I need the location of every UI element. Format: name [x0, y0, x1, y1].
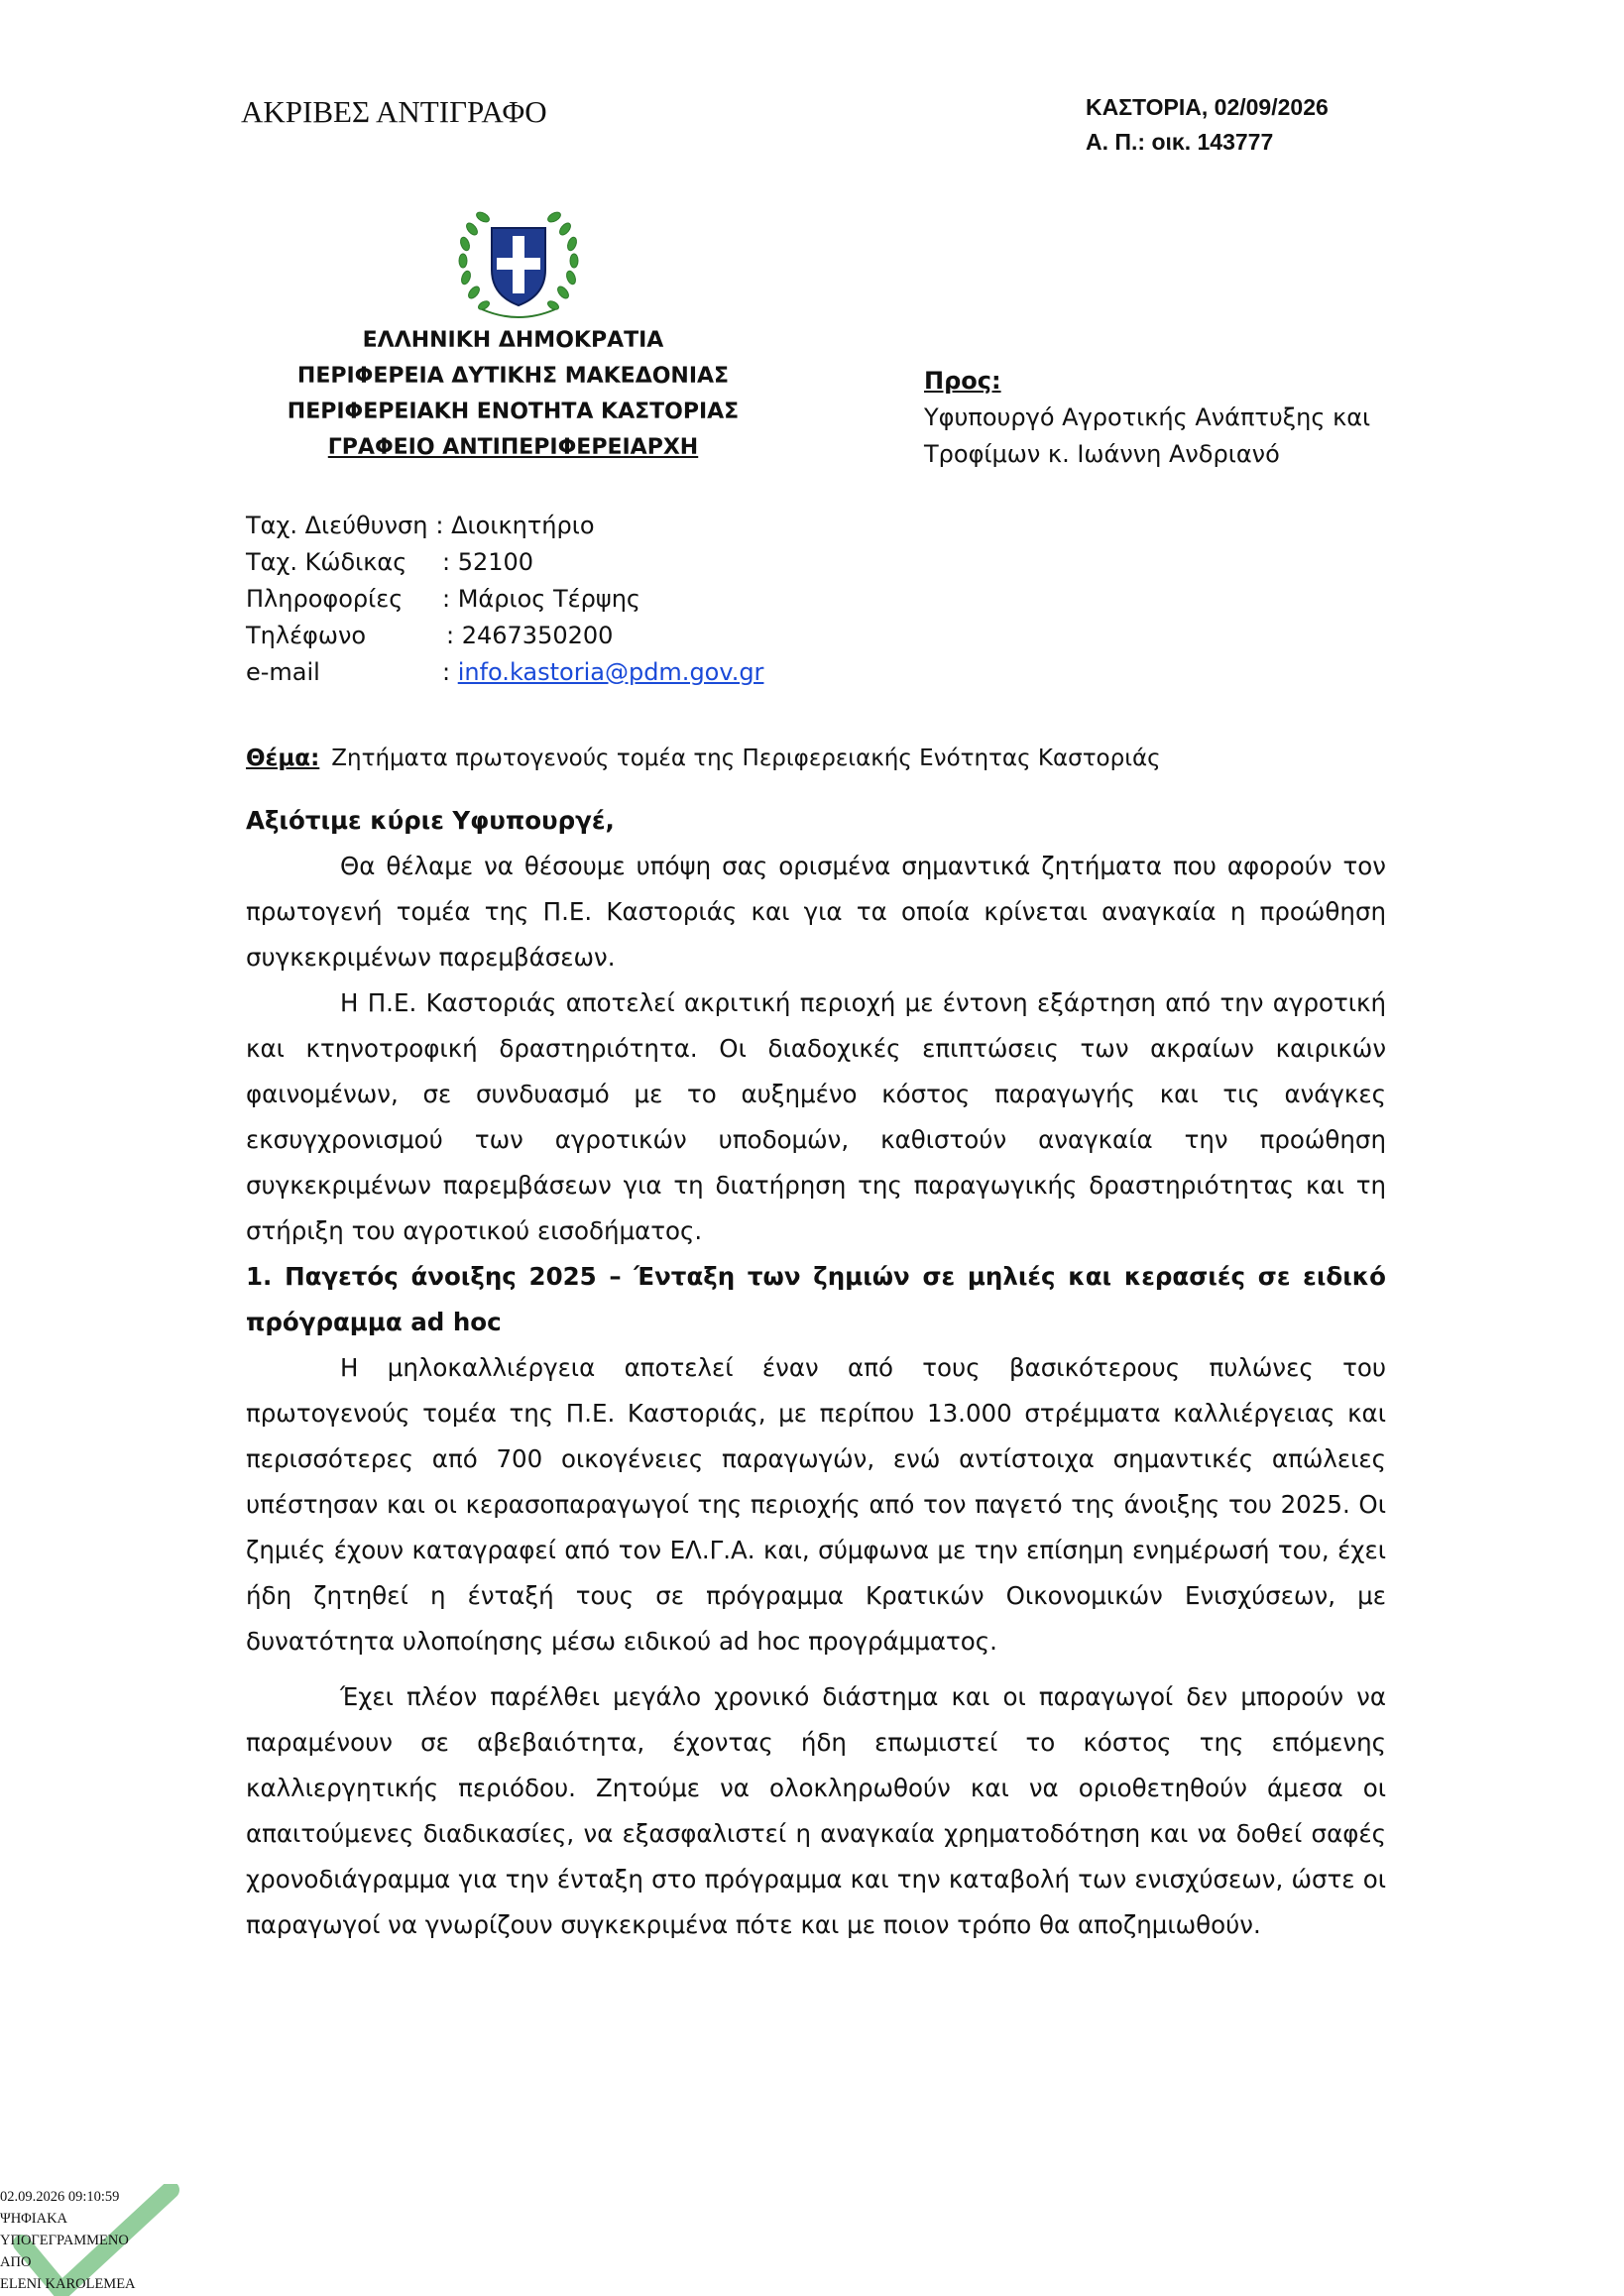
greek-emblem-icon [444, 198, 593, 327]
contact-address-label: Ταχ. Διεύθυνση [246, 512, 428, 539]
contact-email-label: e-mail [246, 658, 320, 686]
recipient-line-1: Υφυπουργό Αγροτικής Ανάπτυξης και [924, 403, 1371, 431]
recipient-label: Προς: [924, 367, 1001, 395]
subject-line [246, 746, 1161, 771]
location-date: ΚΑΣΤΟΡΙΑ, 02/09/2026 [1086, 94, 1329, 120]
signature-line-1: ΨΗΦΙΑΚΑ [0, 2211, 68, 2227]
issuing-authority [268, 323, 758, 466]
contact-phone-label: Τηλέφωνο [246, 622, 367, 649]
recipient-block [924, 363, 1420, 473]
contact-email-sep: : [442, 658, 458, 686]
contact-postal-value: : 52100 [442, 548, 534, 576]
contact-email-link[interactable]: info.kastoria@pdm.gov.gr [457, 658, 764, 686]
signature-text [0, 2186, 136, 2295]
signature-signer: ELENI KAROLEMEA [0, 2276, 136, 2292]
contact-info-value: : Μάριος Τέρψης [442, 585, 640, 613]
contact-phone-value: : 2467350200 [446, 622, 614, 649]
contact-phone [246, 618, 763, 654]
paragraph-4: Έχει πλέον παρέλθει μεγάλο χρονικό διάστημα και οι παραγωγοί δεν μπορούν να παραμένουν σε αβεβαιότητα, έχοντας ήδη επωμιστεί το κόστος της επόμενης καλλιεργητικής περιόδου. Ζητούμε να ολοκληρωθούν και να οριοθετηθούν άμεσα οι απαιτούμενες διαδικασίες, να εξασφαλιστεί η αναγκαία χρηματοδότηση και να δοθεί σαφές χρονοδιάγραμμα για την ένταξη στο πρόγραμμα και την καταβολή των ενισχύσεων, ώστε οι παραγωγοί να γνωρίζουν συγκεκριμένα πότε και με ποιον τρόπο θα αποζημιωθούν. [246, 1682, 1386, 1939]
recipient-line-2: Τροφίμων κ. Ιωάννη Ανδριανό [924, 440, 1280, 468]
authority-regional-unit: ΠΕΡΙΦΕΡΕΙΑΚΗ ΕΝΟΤΗΤΑ ΚΑΣΤΟΡΙΑΣ [287, 400, 740, 424]
letter-body [246, 798, 1386, 1948]
authority-region: ΠΕΡΙΦΕΡΕΙΑ ΔΥΤΙΚΗΣ ΜΑΚΕΔΟΝΙΑΣ [296, 364, 730, 389]
contact-address [246, 508, 763, 544]
authority-state: ΕΛΛΗΝΙΚΗ ΔΗΜΟΚΡΑΤΙΑ [362, 328, 664, 353]
subject-text: Ζητήματα πρωτογενούς τομέα της Περιφερειακής Ενότητας Καστοριάς [331, 746, 1161, 771]
section-1-title: 1. Παγετός άνοιξης 2025 – Ένταξη των ζημιών σε μηλιές και κερασιές σε ειδικό πρόγραμμα ad hoc [246, 1262, 1386, 1336]
contact-info [246, 508, 763, 691]
greeting: Αξιότιμε κύριε Υφυπουργέ, [246, 806, 615, 835]
contact-info-label: Πληροφορίες [246, 585, 404, 613]
contact-postal-label: Ταχ. Κώδικας [246, 548, 407, 576]
authority-office: ΓΡΑΦΕΙΟ ΑΝΤΙΠΕΡΙΦΕΡΕΙΑΡΧΗ [327, 435, 699, 460]
contact-email [246, 654, 763, 691]
contact-address-value: : Διοικητήριο [435, 512, 595, 539]
signature-line-3: ΑΠΟ [0, 2254, 32, 2270]
subject-label: Θέμα: [246, 746, 320, 771]
contact-info-person [246, 581, 763, 618]
paragraph-3: Η μηλοκαλλιέργεια αποτελεί έναν από τους βασικότερους πυλώνες του πρωτογενούς τομέα της Π.Ε. Καστοριάς, με περίπου 13.000 στρέμματα καλλιέργειας και περισσότερες από 700 οικογένειες παραγωγών, ενώ αντίστοιχα σημαντικές απώλειες υπέστησαν και οι κερασοπαραγωγοί της περιοχής από τον παγετό της άνοιξης του 2025. Οι ζημιές έχουν καταγραφεί από τον ΕΛ.Γ.Α. και, σύμφωνα με την επίσημη ενημέρωσή του, έχει ήδη ζητηθεί η ένταξή τους σε πρόγραμμα Κρατικών Οικονομικών Ενισχύσεων, με δυνατότητα υλοποίησης μέσω ειδικού ad hoc προγράμματος. [246, 1353, 1386, 1656]
signature-line-2: ΥΠΟΓΕΓΡΑΜΜΕΝΟ [0, 2233, 129, 2248]
paragraph-2: Η Π.Ε. Καστοριάς αποτελεί ακριτική περιοχή με έντονη εξάρτηση από την αγροτική και κτηνοτροφική δραστηριότητα. Οι διαδοχικές επιπτώσεις των ακραίων καιρικών φαινομένων, σε συνδυασμό με το αυξημένο κόστος παραγωγής και τις ανάγκες εκσυγχρονισμού των αγροτικών υποδομών, καθιστούν αναγκαία την προώθηση συγκεκριμένων παρεμβάσεων για τη διατήρηση της παραγωγικής δραστηριότητας και τη στήριξη του αγροτικού εισοδήματος. [246, 988, 1386, 1245]
certified-copy-stamp: ΑΚΡΙΒΕΣ ΑΝΤΙΓΡΑΦΟ [241, 94, 547, 129]
paragraph-1: Θα θέλαμε να θέσουμε υπόψη σας ορισμένα σημαντικά ζητήματα που αφορούν τον πρωτογενή τομέα της Π.Ε. Καστοριάς και για τα οποία κρίνεται αναγκαία η προώθηση συγκεκριμένων παρεμβάσεων. [246, 852, 1386, 972]
protocol-number: Α. Π.: οικ. 143777 [1086, 129, 1274, 155]
signature-timestamp: 02.09.2026 09:10:59 [0, 2189, 120, 2205]
digital-signature [0, 2184, 198, 2296]
contact-postal [246, 544, 763, 581]
